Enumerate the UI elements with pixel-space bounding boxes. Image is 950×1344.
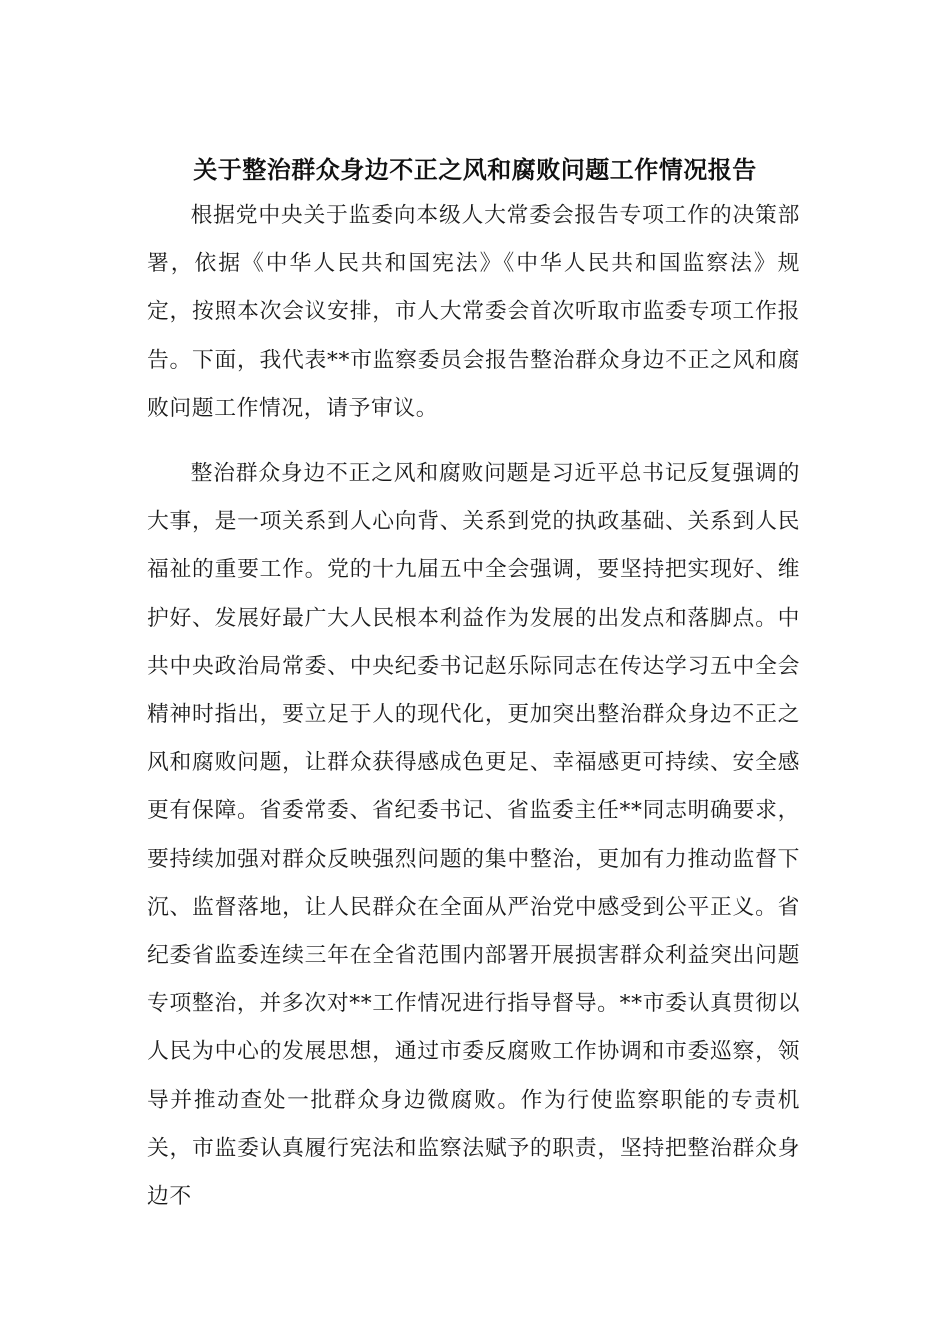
report-title: 关于整治群众身边不正之风和腐败问题工作情况报告 <box>193 156 757 185</box>
paragraph-background: 整治群众身边不正之风和腐败问题是习近平总书记反复强调的大事，是一项关系到人心向背、关系到党的执政基础、关系到人民福祉的重要工作。党的十九届五中全会强调，要坚持把实现好、维护好、发展好最广大人民根本利益作为发展的出发点和落脚点。中共中央政治局常委、中央纪委书记赵乐际同志在传达学习五中全会精神时指出，要立足于人的现代化，更加突出整治群众身边不正之风和腐败问题，让群众获得感成色更足、幸福感更可持续、安全感更有保障。省委常委、省纪委书记、省监委主任**同志明确要求，要持续加强对群众反映强烈问题的集中整治，更加有力推动监督下沉、监督落地，让人民群众在全面从严治党中感受到公平正义。省纪委省监委连续三年在全省范围内部署开展损害群众利益突出问题专项整治，并多次对**工作情况进行指导督导。**市委认真贯彻以人民为中心的发展思想，通过市委反腐败工作协调和市委巡察，领导并推动查处一批群众身边微腐败。作为行使监察职能的专责机关，市监委认真履行宪法和监察法赋予的职责，坚持把整治群众身边不 <box>147 461 800 1210</box>
paragraph-intro: 根据党中央关于监委向本级人大常委会报告专项工作的决策部署，依据《中华人民共和国宪法》《中华人民共和国监察法》规定，按照本次会议安排，市人大常委会首次听取市监委专项工作报告。下面，我代表**市监察委员会报告整治群众身边不正之风和腐败问题工作情况，请予审议。 <box>147 203 800 421</box>
